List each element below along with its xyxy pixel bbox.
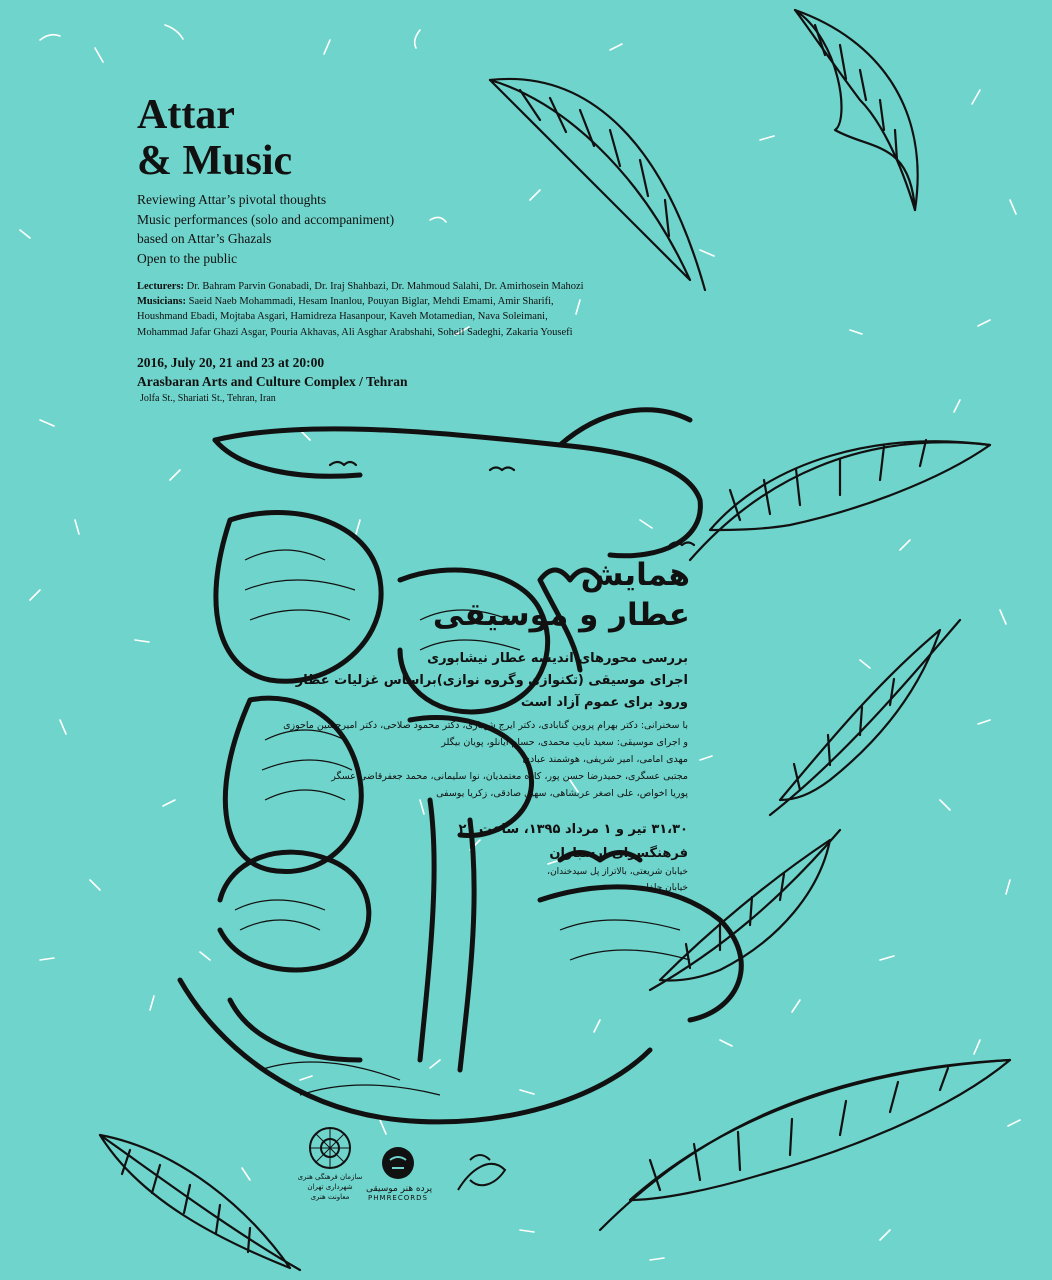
persian-subtitle-line: بررسی محورهای اندیشه عطار نیشابوری <box>427 651 688 666</box>
event-date-venue <box>137 353 408 391</box>
org-logo-caption <box>292 1172 368 1202</box>
persian-credits <box>283 717 688 802</box>
musicians-label: Musicians: <box>137 296 187 308</box>
musicians-line <box>137 294 637 309</box>
persian-venue: فرهنگسرای ارسباران <box>549 846 688 861</box>
logo-naghme <box>458 1155 505 1190</box>
persian-address-line: خیابان شریعتی، بالاتراز پل سیدخندان، <box>547 867 688 877</box>
credits-block <box>137 279 637 340</box>
musicians-names-line: Houshmand Ebadi, Mojtaba Asgari, Hamidreza Hasanpour, Kaveh Motamedian, Nava Soleimani, <box>137 311 548 323</box>
event-title <box>137 92 292 184</box>
event-venue: Arasbaran Arts and Culture Complex / Tehran <box>137 374 408 389</box>
persian-credit-line: پوریا اخواص، علی اصغر عربشاهی، سهیل صادقی، زکریا یوسفی <box>436 788 688 799</box>
event-subtitles <box>137 190 394 268</box>
logo-org <box>310 1128 350 1168</box>
phm-logo-caption <box>366 1184 433 1202</box>
lecturers-names: Dr. Bahram Parvin Gonabadi, Dr. Iraj Shahbazi, Dr. Mahmoud Salahi, Dr. Amirhosein Mahozi <box>186 281 584 292</box>
musicians-names: Saeid Naeb Mohammadi, Hesam Inanlou, Pouyan Biglar, Mehdi Emami, Amir Sharifi, <box>188 296 554 308</box>
phm-logo-label: پرده هنر موسیقی <box>366 1184 433 1194</box>
org-logo-label: سازمان فرهنگی هنری شهرداری تهران <box>297 1173 363 1191</box>
persian-subtitles <box>296 648 688 714</box>
subtitle-line: Reviewing Attar’s pivotal thoughts <box>137 192 327 207</box>
event-title-line1: Attar <box>137 92 235 138</box>
persian-date: ۳۱،۳۰ تیر و ۱ مرداد ۱۳۹۵، ساعت ۲۰ <box>458 822 688 837</box>
subtitle-line: Open to the public <box>137 250 238 266</box>
persian-title-line2: عطار و موسیقی <box>432 597 690 633</box>
phm-records-label: PHMRECORDS <box>368 1194 428 1202</box>
persian-credit-line: و اجرای موسیقی: سعید نایب محمدی، حسام ایانلو، پویان بیگلر <box>441 737 688 748</box>
persian-credit-line: مجتبی عسگری، حمیدرضا حسن پور، کاوه معتمدیان، نوا سلیمانی، محمد جعفرقاضی عسگر <box>331 771 688 782</box>
persian-address <box>547 864 688 896</box>
org-logo-sublabel: معاونت هنری <box>310 1193 350 1201</box>
persian-credit-line: مهدی امامی، امیر شریفی، هوشمند عبادی <box>522 754 688 765</box>
logo-phm <box>382 1147 414 1179</box>
persian-credit-line: با سخنرانی: دکتر بهرام پروین گنابادی، دکتر ایرج شهبازی، دکتر محمود صلاحی، دکتر امیرحسین ماحوزی <box>283 720 688 731</box>
event-title-line2: & Music <box>137 138 293 184</box>
musicians-names-line: Mohammad Jafar Ghazi Asgar, Pouria Akhavas, Ali Asghar Arabshahi, Soheil Sadeghi, Zakaria Yousefi <box>137 326 573 338</box>
lecturers-line <box>137 279 637 294</box>
subtitle-line: Music performances (solo and accompaniment) <box>137 211 395 227</box>
event-date: 2016, July 20, 21 and 23 at 20:00 <box>137 355 325 370</box>
event-address: Jolfa St., Shariati St., Tehran, Iran <box>140 393 276 404</box>
persian-date-venue <box>459 818 689 866</box>
persian-address-line: خیابان جلفا <box>646 883 688 893</box>
persian-title <box>433 555 690 635</box>
persian-subtitle-line: ورود برای عموم آزاد است <box>520 695 688 710</box>
persian-title-line1: همایش <box>580 557 690 593</box>
lecturers-label: Lecturers: <box>137 281 185 292</box>
persian-subtitle-line: اجرای موسیقی (تکنوازی وگروه نوازی)براساس غزلیات عطار <box>295 673 688 688</box>
subtitle-line: based on Attar’s Ghazals <box>137 231 272 246</box>
